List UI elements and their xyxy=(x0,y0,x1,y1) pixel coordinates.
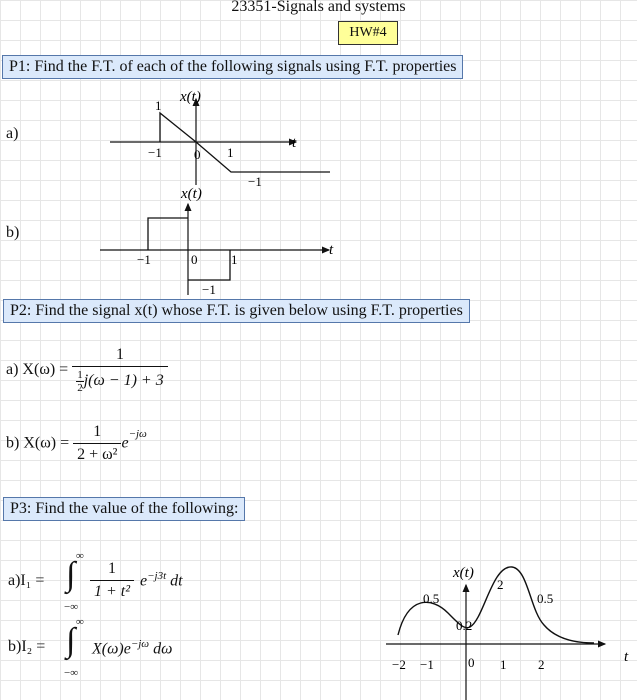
p2-b-fraction xyxy=(73,423,121,464)
p3-i2-integrand xyxy=(92,638,172,658)
p1-a-tick-0: 0 xyxy=(194,147,201,162)
p3-i1-exp-power: −j3t xyxy=(147,570,167,582)
p1-a-axis-name: t xyxy=(292,135,297,151)
p3-i1-differential: dt xyxy=(170,572,183,590)
p2-a-half xyxy=(76,369,84,394)
p2-a-fraction xyxy=(72,346,168,394)
p1-a-tick-neg1: −1 xyxy=(148,145,162,160)
p3-tick-neg1: −1 xyxy=(420,657,434,672)
p1-b-level-neg1: −1 xyxy=(202,282,216,297)
p2-b-equation xyxy=(6,423,147,464)
p3-i1-label: a)I₁ = xyxy=(8,572,45,589)
p3-i2-lower-limit: −∞ xyxy=(64,667,79,679)
p2-heading: P2: Find the signal x(t) whose F.T. is given below using F.T. properties xyxy=(3,299,470,323)
p2-a-half-den: 2 xyxy=(77,382,83,394)
p1-a-label: a) xyxy=(6,125,19,142)
p1-a-level-1: 1 xyxy=(155,98,162,113)
p3-graph xyxy=(380,555,637,700)
p3-i2-label: b)I₂ = xyxy=(8,638,46,655)
p1-b-tick-0: 0 xyxy=(191,252,198,267)
course-title: 23351-Signals and systems xyxy=(231,0,406,15)
p3-i1-exponential xyxy=(140,570,183,590)
homework-badge: HW#4 xyxy=(338,21,398,45)
p2-b-numerator: 1 xyxy=(73,423,121,444)
p3-axis-name: t xyxy=(624,649,629,665)
p1-a-graph xyxy=(100,85,340,195)
p1-a-level-neg1: −1 xyxy=(248,174,262,189)
p2-a-denominator xyxy=(72,367,168,394)
p3-annotation-0.2: 0.2 xyxy=(456,618,473,633)
p2-a-numerator: 1 xyxy=(72,346,168,367)
p2-a-half-num: 1 xyxy=(77,369,83,381)
p2-a-label: a) X(ω) = xyxy=(6,361,69,378)
p3-i1-upper-limit: ∞ xyxy=(76,550,84,562)
p3-tick-2: 2 xyxy=(538,657,545,672)
p1-b-positive-pulse xyxy=(148,218,188,250)
p3-i1-denominator: 1 + t² xyxy=(94,583,131,600)
p3-i2-integrand-body: X(ω)e xyxy=(92,640,131,658)
p1-a-tick-1: 1 xyxy=(227,145,234,160)
p3-i1-lower-limit: −∞ xyxy=(64,601,79,613)
p1-b-tick-1: 1 xyxy=(231,252,238,267)
p1-b-label: b) xyxy=(6,224,20,241)
p3-i1-equation xyxy=(8,550,208,616)
p1-b-signal-name: x(t) xyxy=(181,186,202,202)
p3-annotation-0.5-left: 0.5 xyxy=(423,591,440,606)
p3-i1-exp-base: e xyxy=(140,572,148,590)
p3-i1-numerator: 1 xyxy=(90,560,134,581)
p3-heading: P3: Find the value of the following: xyxy=(3,497,245,521)
p1-b-graph xyxy=(95,180,345,298)
p3-i2-differential: dω xyxy=(153,640,173,658)
integral-sign: ∫ xyxy=(66,622,76,659)
p3-i2-equation xyxy=(8,616,208,682)
p3-i2-upper-limit: ∞ xyxy=(76,616,84,628)
p2-a-den-rest: j(ω − 1) + 3 xyxy=(83,372,164,390)
p3-tick-0: 0 xyxy=(468,655,475,670)
p3-tick-neg2: −2 xyxy=(392,657,406,672)
p1-a-signal-name: x(t) xyxy=(180,89,201,105)
p1-heading: P1: Find the F.T. of each of the following signals using F.T. properties xyxy=(2,55,463,79)
p1-b-tick-neg1: −1 xyxy=(137,252,151,267)
p3-i2-exp-power: −jω xyxy=(130,638,150,650)
p2-b-label: b) X(ω) = xyxy=(6,434,70,452)
p2-b-exp-base: e xyxy=(121,434,129,452)
p3-i1-fraction xyxy=(90,560,134,601)
p1-b-axis-name: t xyxy=(329,242,334,258)
p3-annotation-0.5-right: 0.5 xyxy=(537,591,554,606)
p2-b-denominator: 2 + ω² xyxy=(77,446,118,463)
p3-annotation-2: 2 xyxy=(497,577,504,592)
p3-signal-name: x(t) xyxy=(453,565,474,581)
p2-b-exp-power: −jω xyxy=(128,427,147,440)
integral-sign: ∫ xyxy=(66,556,76,593)
p3-tick-1: 1 xyxy=(500,657,507,672)
p2-a-equation xyxy=(6,346,168,394)
